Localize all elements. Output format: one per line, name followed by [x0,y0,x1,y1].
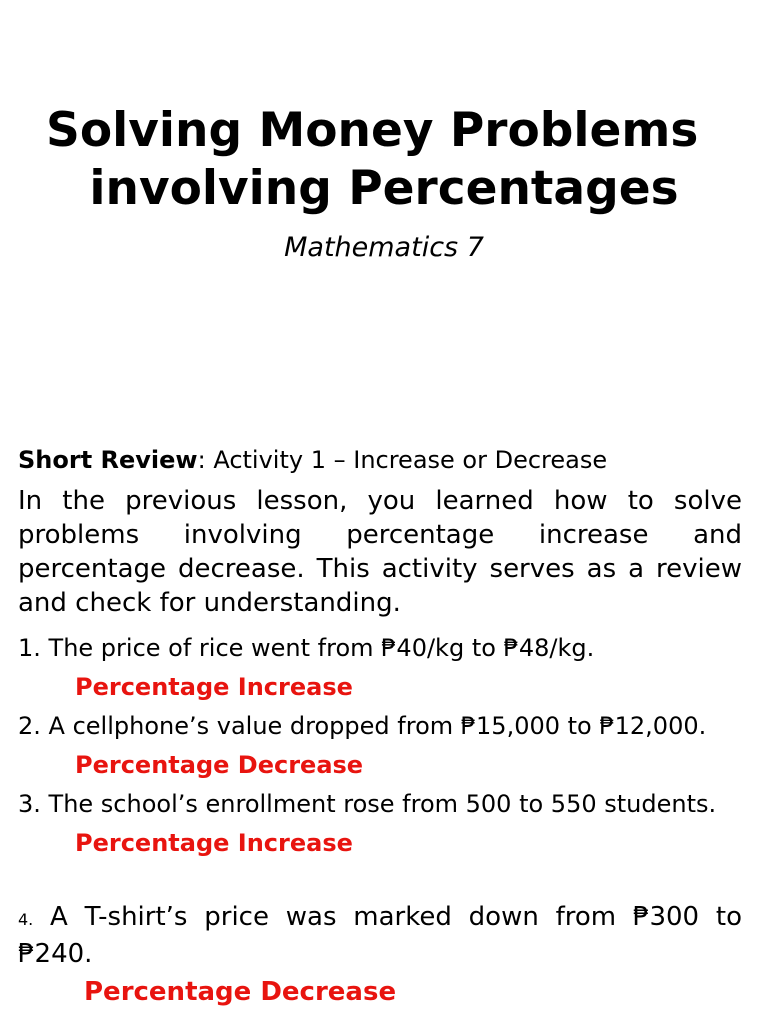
item-question-1: 1. The price of rice went from ₱40/kg to ₱48/kg. [18,634,595,662]
item-spacer [18,862,742,900]
item-answer-2: Percentage Decrease [75,751,364,779]
review-items [18,628,742,1012]
review-heading [18,440,742,480]
slide-title [0,102,768,218]
item-question-4-text: A T-shirt’s price was marked down from ₱300 to ₱240. [18,902,742,969]
item-question-4 [18,900,742,972]
slide-subtitle: Mathematics 7 [284,232,484,263]
item-question-2: 2. A cellphone’s value dropped from ₱15,000 to ₱12,000. [18,712,707,740]
slide-title-line-2: involving Percentages [89,161,679,216]
item-question-3: 3. The school’s enrollment rose from 500 to 550 students. [18,790,717,818]
review-heading-bold: Short Review [18,446,198,474]
review-intro: In the previous lesson, you learned how to solve problems involving percentage increase and percentage decrease. This activity serves as a review and check for understanding. [18,486,742,618]
item-answer-3: Percentage Increase [75,829,353,857]
slide-title-line-1: Solving Money Problems [46,103,699,158]
item-answer-1: Percentage Increase [75,673,353,701]
review-heading-rest: : Activity 1 – Increase or Decrease [197,446,608,474]
item-number-4: 4. [18,910,34,929]
review-section [18,440,742,1012]
item-answer-4: Percentage Decrease [84,977,397,1007]
